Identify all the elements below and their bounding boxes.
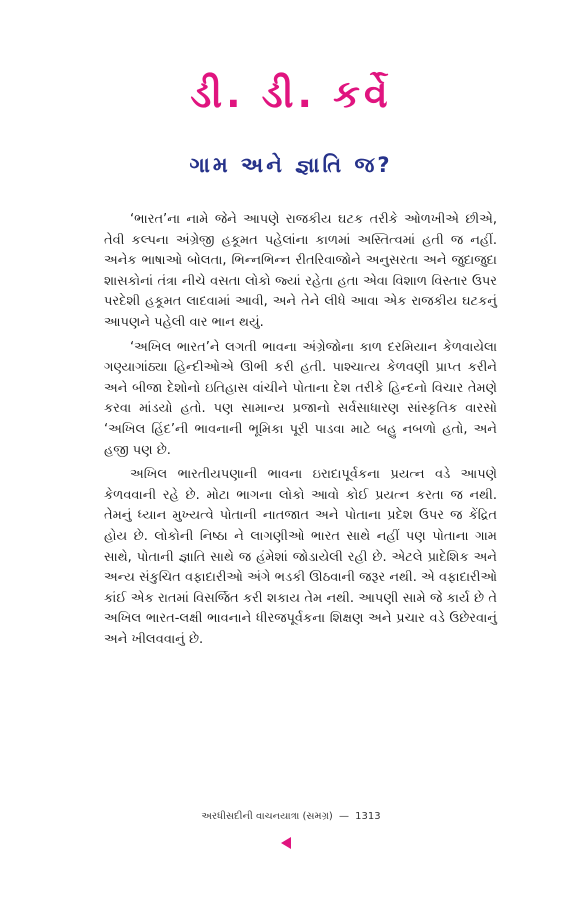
page-footer	[0, 811, 582, 822]
paragraph-3: અખિલ ભારતીયપણાની ભાવના ઇરાદાપૂર્વકના પ્રયત્ન વડે આપણે કેળવવાની રહે છે. મોટા ભાગના લોકો આવો કોઈ પ્રયત્ન કરતા જ નથી. તેમનું ધ્યાન મુખ્યત્વે પોતાની નાતજાત અને પોતાના પ્રદેશ ઉપર જ કેંદ્રિત હોય છે. લોકોની નિષ્ઠા ને લાગણીઓ ભારત સાથે નહીં પણ પોતાના ગામ સાથે, પોતાની જ્ઞાતિ સાથે જ હંમેશાં જોડાયેલી રહી છે. એટલે પ્રાદેશિક અને અન્ય સંકુચિત વફાદારીઓ અંગે ભડકી ઊઠવાની જરૂર નથી. એ વફાદારીઓ કાંઈ એક રાતમાં વિસર્જિત કરી શકાય તેમ નથી. આપણી સામે જે કાર્ય છે તે અખિલ ભારત-લક્ષી ભાવનાને ધીરજપૂર્વકના શિક્ષણ અને પ્રચાર વડે ઉછેરવાનું અને ખીલવવાનું છે.	[104, 467, 497, 647]
footer-book-title: અરધીસદીની વાચનયાત્રા (સમગ્ર)	[201, 811, 333, 822]
footer-separator: —	[338, 811, 349, 822]
article-body	[104, 210, 497, 654]
prev-page-icon[interactable]	[281, 837, 291, 849]
paragraph-2: ‘અખિલ ભારત’ને લગતી ભાવના અંગ્રેજોના કાળ દરમિયાન કેળવાયેલા ગણ્યાગાંઠ્યા હિન્દીઓએ ઊભી કરી હતી. પાશ્ચાત્ય કેળવણી પ્રાપ્ત કરીને અને બીજા દેશોનો ઇતિહાસ વાંચીને પોતાના દેશ તરીકે હિન્દનો વિચાર તેમણે કરવા માંડયો હતો. પણ સામાન્ય પ્રજાનો સર્વસાધારણ સાંસ્કૃતિક વારસો ‘અખિલ હિંદ’ની ભાવનાની ભૂમિકા પૂરી પાડવા માટે બહુ નબળો હતો, અને હજી પણ છે.	[104, 339, 497, 458]
paragraph-1: ‘ભારત’ના નામે જેને આપણે રાજકીય ઘટક તરીકે ઓળખીએ છીએ, તેવી કલ્પના અંગ્રેજી હકૂમત પહેલાંના કાળમાં અસ્તિત્વમાં હતી જ નહીં. અનેક ભાષાઓ બોલતા, ભિન્નભિન્ન રીતરિવાજોને અનુસરતા અને જુદાજુદા શાસકોનાં તંત્રા નીચે વસતા લોકો જ્યાં રહેતા હતા એવા વિશાળ વિસ્તાર ઉપર પરદેશી હકૂમત લાદવામાં આવી, અને તેને લીધે આવા એક રાજકીય ઘટકનું આપણને પહેલી વાર ભાન થયું.	[104, 212, 497, 330]
article-title: ગામ અને જ્ઞાતિ જ?	[189, 153, 393, 177]
author-name: ડી. ડી. કર્વે	[190, 72, 392, 116]
page-number: 1313	[355, 811, 381, 822]
